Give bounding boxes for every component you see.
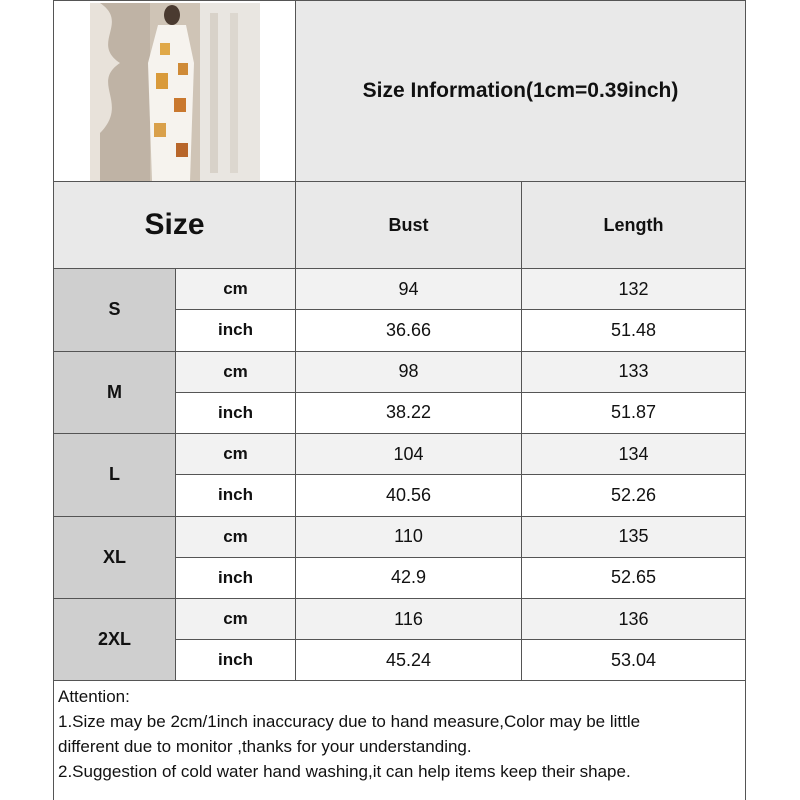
bust-value: 40.56: [385, 484, 432, 505]
photo-cell: [53, 0, 296, 182]
unit-label-cell: [175, 268, 296, 310]
unit-label-cell: [175, 433, 296, 475]
unit-label-cell: [175, 351, 296, 393]
unit-label-cell: [175, 639, 296, 681]
length-header: Length: [603, 214, 664, 235]
size-label-cell: [53, 433, 176, 517]
bust-header-cell: [295, 181, 522, 269]
unit-label-cell: [175, 309, 296, 351]
size-label: M: [107, 381, 122, 402]
size-label-cell: [53, 598, 176, 682]
unit-label: cm: [223, 361, 248, 381]
bust-header: Bust: [388, 214, 429, 235]
unit-label: inch: [218, 320, 253, 340]
unit-label-cell: [175, 557, 296, 599]
length-value-cell: [521, 433, 746, 475]
unit-label: inch: [218, 402, 253, 422]
unit-label: inch: [218, 650, 253, 670]
length-value: 53.04: [610, 649, 657, 670]
unit-label: inch: [218, 485, 253, 505]
bust-value-cell: [295, 557, 522, 599]
length-value-cell: [521, 598, 746, 640]
bust-value: 45.24: [385, 649, 432, 670]
size-label: 2XL: [97, 629, 131, 650]
bust-value: 104: [393, 443, 424, 464]
size-label: S: [108, 299, 121, 320]
unit-label-cell: [175, 474, 296, 516]
bust-value-cell: [295, 433, 522, 475]
unit-label-cell: [175, 598, 296, 640]
bust-value: 38.22: [385, 402, 432, 423]
unit-label: cm: [223, 444, 248, 464]
length-value-cell: [521, 309, 746, 351]
bust-value: 42.9: [390, 567, 427, 588]
bust-value-cell: [295, 474, 522, 516]
size-label-cell: [53, 516, 176, 600]
unit-label: inch: [218, 567, 253, 587]
size-header: Size: [144, 208, 205, 241]
bust-value: 116: [394, 608, 423, 629]
bust-value-cell: [295, 392, 522, 434]
size-label-cell: [53, 268, 176, 352]
size-info-title: Size Information(1cm=0.39inch): [362, 79, 679, 102]
length-value: 52.26: [610, 484, 657, 505]
bust-value: 98: [398, 361, 419, 382]
unit-label-cell: [175, 516, 296, 558]
length-value: 51.87: [610, 402, 657, 423]
length-header-cell: [521, 181, 746, 269]
bust-value-cell: [295, 639, 522, 681]
size-info-title-cell: [295, 0, 746, 182]
length-value-cell: [521, 268, 746, 310]
length-value: 133: [618, 361, 649, 382]
size-label: XL: [102, 546, 126, 567]
length-value-cell: [521, 557, 746, 599]
attention-label: Attention:: [58, 687, 130, 706]
note-line-1: 1.Size may be 2cm/1inch inaccuracy due to hand measure,Color may be little: [58, 712, 641, 731]
note-line-2: different due to monitor ,thanks for your understanding.: [58, 737, 472, 756]
bust-value: 110: [394, 526, 423, 547]
length-value: 51.48: [610, 319, 657, 340]
length-value-cell: [521, 351, 746, 393]
length-value: 52.65: [610, 567, 657, 588]
length-value-cell: [521, 516, 746, 558]
unit-label: cm: [223, 609, 248, 629]
length-value: 135: [618, 526, 649, 547]
unit-label: cm: [223, 279, 248, 299]
bust-value-cell: [295, 516, 522, 558]
length-value-cell: [521, 392, 746, 434]
length-value-cell: [521, 639, 746, 681]
length-value-cell: [521, 474, 746, 516]
bust-value-cell: [295, 268, 522, 310]
bust-value: 36.66: [385, 319, 432, 340]
size-label-cell: [53, 351, 176, 435]
bust-value: 94: [398, 278, 419, 299]
dress-photo-icon: [90, 3, 260, 181]
length-value: 132: [618, 278, 649, 299]
product-photo: [90, 3, 260, 181]
size-header-cell: [53, 181, 296, 269]
length-value: 136: [618, 608, 649, 629]
unit-label: cm: [223, 526, 248, 546]
unit-label-cell: [175, 392, 296, 434]
bust-value-cell: [295, 598, 522, 640]
size-label: L: [109, 464, 120, 485]
length-value: 134: [618, 443, 649, 464]
bust-value-cell: [295, 309, 522, 351]
attention-notes: [58, 684, 738, 784]
note-line-3: 2.Suggestion of cold water hand washing,it can help items keep their shape.: [58, 762, 631, 781]
bust-value-cell: [295, 351, 522, 393]
